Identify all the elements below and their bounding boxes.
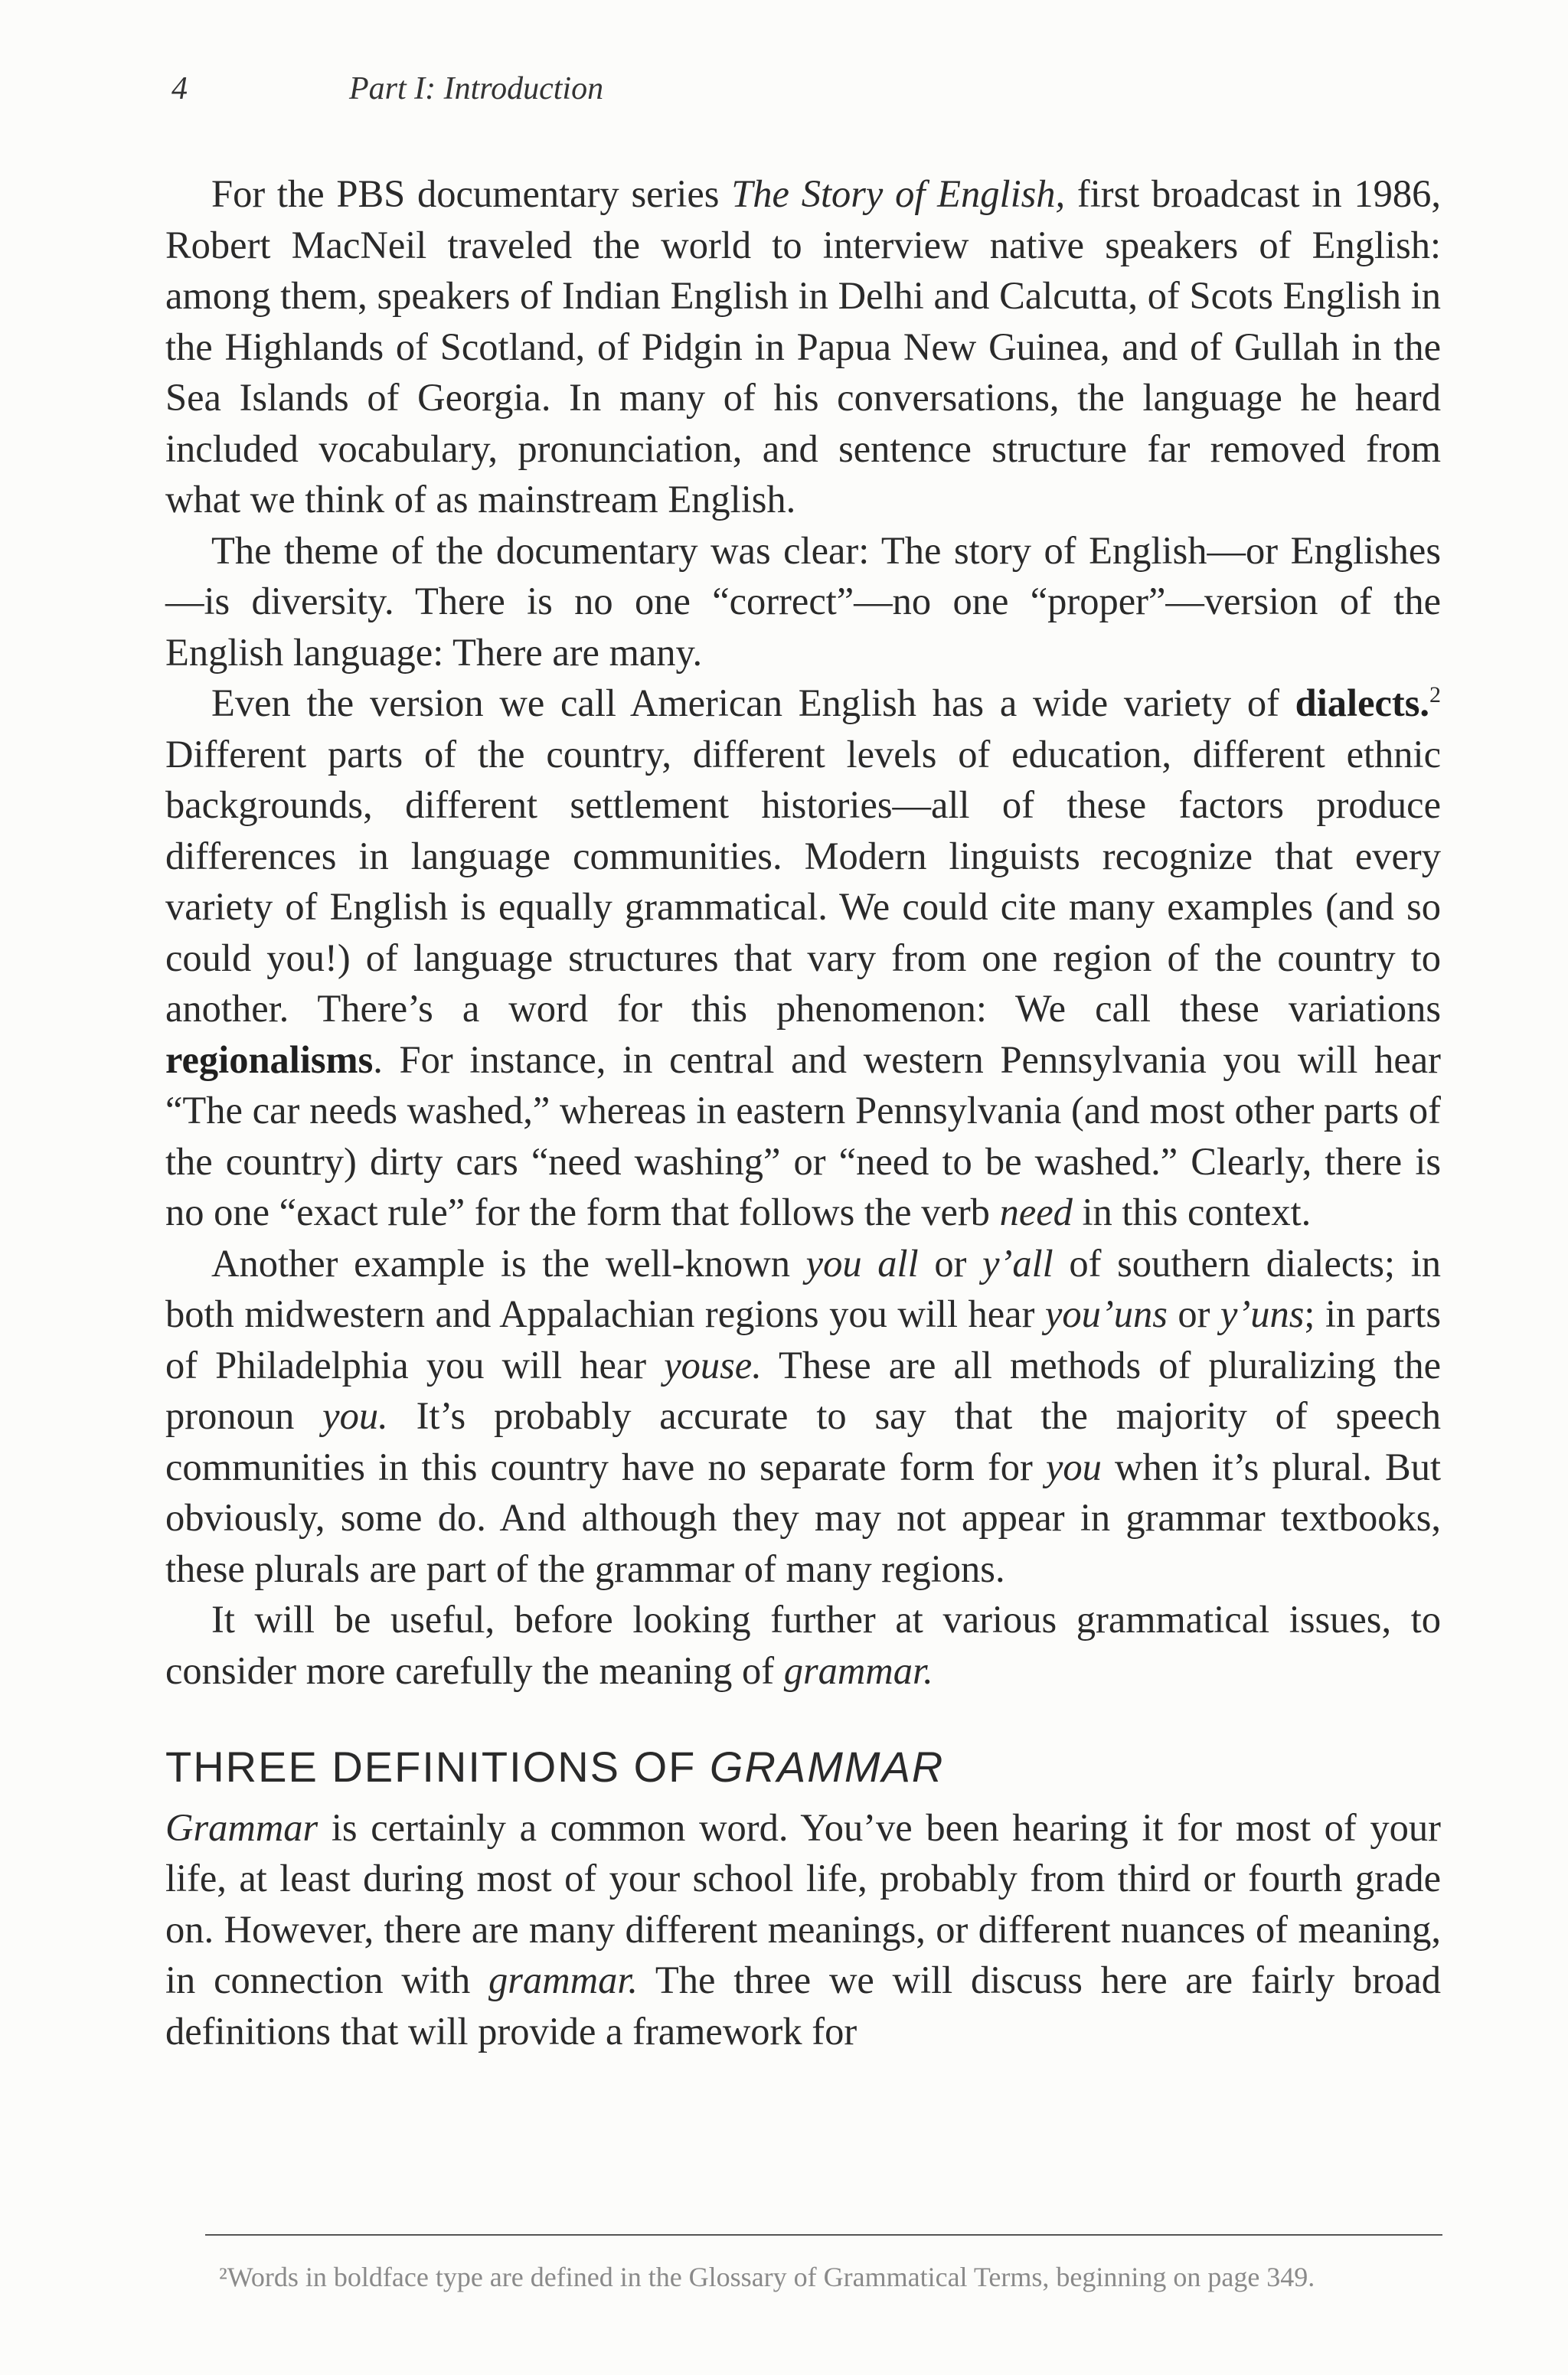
text-run: or [918,1241,983,1285]
italic-word: y’all [982,1241,1054,1285]
paragraph-6 [165,1802,1441,2057]
glossary-term-dialects: dialects. [1295,681,1429,724]
paragraph-5 [165,1594,1441,1696]
glossary-term-regionalisms: regionalisms [165,1037,374,1081]
text-run: of southern dialects; in both midwestern and Appalachian regions you will hear [165,1241,1441,1335]
heading-text: THREE DEFINITIONS OF [165,1743,710,1791]
footnote: ²Words in boldface type are defined in the Glossary of Grammatical Terms, beginning on page 349. [219,2262,1315,2292]
italic-word: you all [805,1241,919,1285]
text-run: when it’s plural. But obviously, some do. And although they may not appear in grammar textbooks, these plurals are part of the grammar of many regions. [165,1445,1441,1590]
italic-word: grammar. [488,1958,639,2001]
italic-word: youse. [664,1343,762,1387]
text-run: For the PBS documentary series [211,172,732,215]
text-run: . For instance, in central and western Pennsylvania you will hear “The car needs washed,” whereas in eastern Pennsylvania (and most other parts of the country) dirty cars “need washing” or “need to be washed.” Clearly, there is no one “exact rule” for the form that follows the verb [165,1037,1441,1233]
text-run: first broadcast in 1986, Robert MacNeil traveled the world to interview native speakers of English: among them, speakers of Indian English in Delhi and Calcutta, of Scots English in the Highlands of Scotland, of Pidgin in Papua New Guinea, and of Gullah in the Sea Islands of Georgia. In many of his conversations, the language he heard included vocabulary, pronunciation, and sentence structure far removed from what we think of as mainstream English. [165,172,1441,521]
heading-italic-word: GRAMMAR [709,1743,945,1791]
paragraph-1 [165,168,1441,525]
paragraph-3 [165,678,1441,1238]
text-run: Even the version we call American English has a wide variety of [211,681,1295,724]
italic-word: grammar. [783,1648,933,1692]
footnote-marker: 2 [1429,682,1441,708]
paragraph-2: The theme of the documentary was clear: The story of English—or Englishes—is diversity. There is no one “correct”—no one “proper”—version of the English language: There are many. [165,528,1441,674]
text-run: These are all methods of pluralizing the pronoun [165,1343,1441,1437]
body-text [165,168,1441,2056]
italic-word: you. [322,1394,388,1437]
italic-word: need [999,1191,1073,1233]
series-title: The Story of English, [731,172,1066,215]
text-run: It will be useful, before looking further at various grammatical issues, to consider more carefully the meaning of [165,1598,1441,1692]
italic-word: y’uns [1220,1292,1305,1335]
page-number: 4 [172,71,188,106]
text-run: It’s probably accurate to say that the majority of speech communities in this country have no separate form for [165,1394,1441,1488]
text-run: The three we will discuss here are fairly broad definitions that will provide a framework for [165,1958,1441,2053]
text-run: in this context. [1072,1191,1312,1233]
italic-word: you [1045,1445,1102,1488]
running-title: Part I: Introduction [349,71,604,106]
paragraph-4 [165,1238,1441,1595]
section-heading [165,1742,1441,1793]
text-run: is certainly a common word. You’ve been hearing it for most of your life, at least during most of your school life, probably from third or fourth grade on. However, there are many different meanings, or different nuances of meaning, in connection with [165,1805,1441,2001]
italic-word: Grammar [165,1805,318,1849]
italic-word: you’uns [1044,1292,1168,1335]
text-run: or [1167,1292,1221,1335]
text-run: Another example is the well-known [211,1241,806,1285]
text-run: Different parts of the country, different levels of education, different ethnic backgrounds, different settlement histories—all of these factors produce differences in language communities. Modern linguists recognize that every variety of English is equally grammatical. We could cite many examples (and so could you!) of language structures that vary from one region of the country to another. There’s a word for this phenomenon: We call these variations [165,732,1441,1030]
footnote-divider [205,2234,1442,2236]
text-run: ; in parts of Philadelphia you will hear [165,1292,1441,1387]
